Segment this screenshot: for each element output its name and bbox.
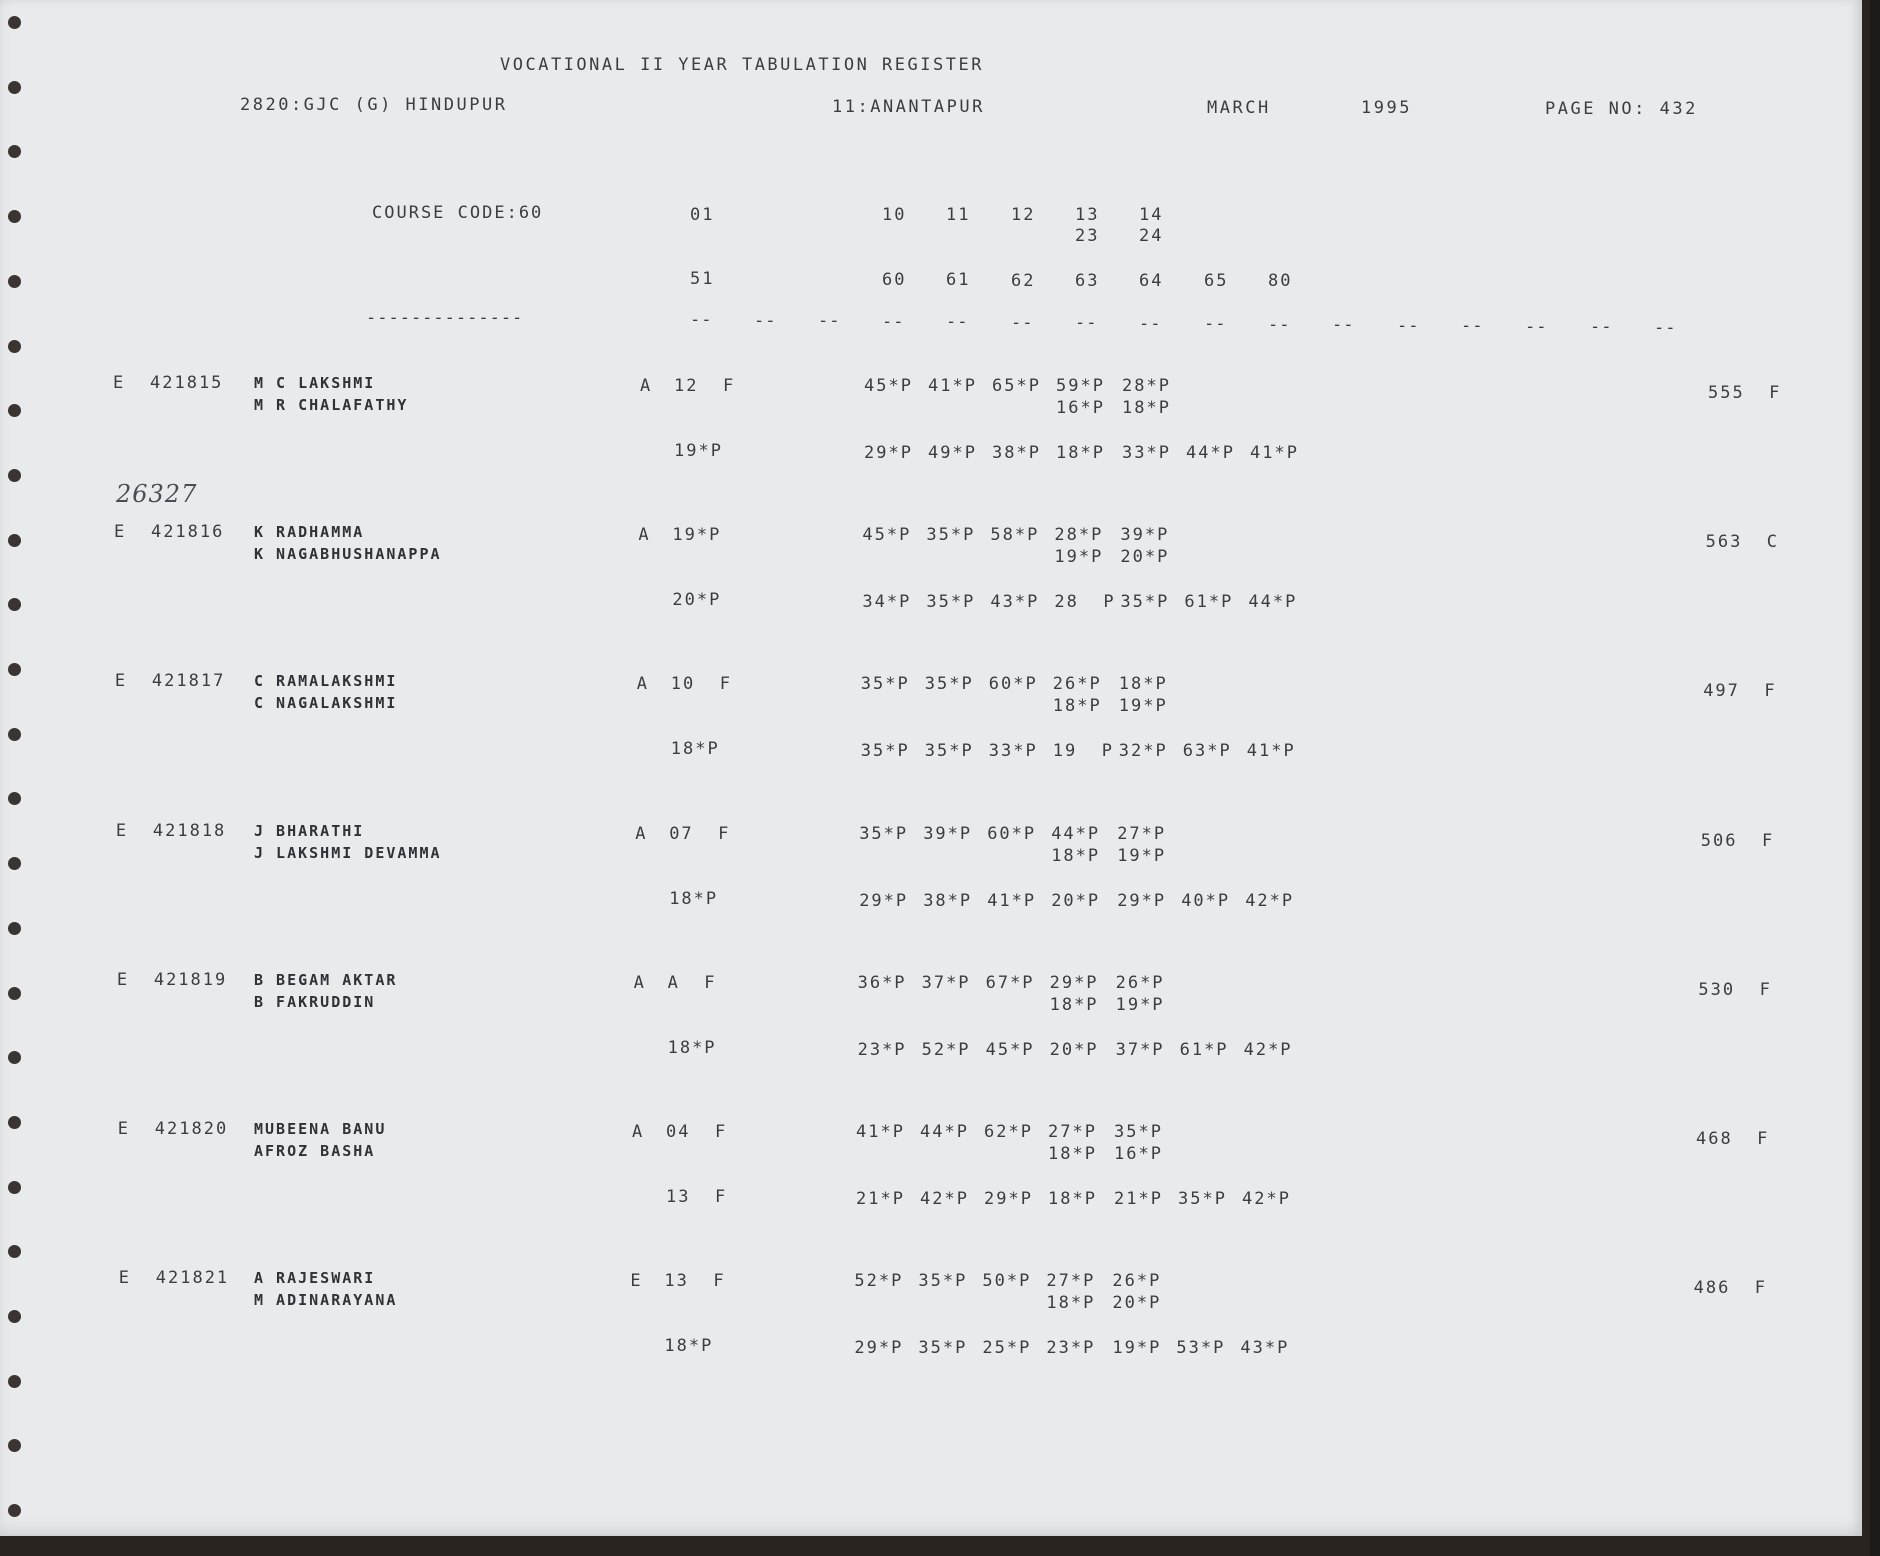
second-year-mark: 53*P [1176,1338,1226,1359]
first-year-mark: 62*P [984,1122,1033,1142]
second-year-mark: 61*P [1179,1039,1229,1060]
column-rule: -- [882,311,905,332]
second-year-mark: 35*P [918,1338,968,1359]
second-year-mark: 42*P [920,1189,969,1209]
parent-name: J LAKSHMI DEVAMMA [254,843,442,862]
column-rule: -- [1011,312,1034,333]
student-name: M C LAKSHMI [254,374,376,392]
subject-51-mark: 18*P [664,1336,714,1357]
practical-mark: 18*P [1049,994,1099,1015]
subject-01-mark: 07 F [669,823,731,844]
practical-mark: 18*P [1122,398,1171,418]
subject-51-mark: 18*P [667,1037,717,1058]
first-year-mark: 41*P [928,376,977,396]
second-year-mark: 33*P [988,741,1038,762]
practical-mark: 20*P [1112,1293,1162,1314]
second-year-mark: 34*P [862,592,912,613]
feed-hole [8,1181,21,1194]
parent-name: K NAGABHUSHANAPPA [254,545,442,564]
second-year-mark: 61*P [1184,592,1234,613]
practical-mark: 18*P [1046,1293,1096,1314]
subject-01-mark: 12 F [674,376,736,396]
practical-mark: 18*P [1052,696,1102,717]
header-rule-long: -------------- [366,308,524,328]
second-year-mark: 32*P [1118,741,1168,762]
first-year-mark: 28*P [1054,525,1104,546]
register-title: VOCATIONAL II YEAR TABULATION REGISTER [500,55,984,75]
exam-code: E [117,1119,131,1139]
first-year-mark: 60*P [987,823,1037,844]
second-year-mark: 38*P [992,443,1041,463]
column-rule: -- [1397,315,1420,336]
subject-51-mark: 13 F [666,1187,728,1207]
first-year-mark: 29*P [1049,972,1099,993]
second-year-mark: 29*P [854,1338,904,1359]
column-rule: -- [754,310,777,331]
practical-mark: 19*P [1115,994,1165,1015]
roll-number: 421817 [151,671,226,692]
second-year-mark: 29*P [1117,890,1167,911]
grand-total: 468 F [1696,1129,1770,1149]
subject-01-mark: 10 F [670,674,732,695]
column-rule: -- [1654,317,1677,338]
col-head-65: 65 [1204,271,1229,291]
second-year-mark: 49*P [928,443,977,463]
parent-name: B FAKRUDDIN [254,992,376,1011]
first-year-mark: 27*P [1117,823,1167,844]
grand-total: 506 F [1700,830,1775,851]
feed-hole [8,534,21,547]
first-year-mark: 65*P [992,376,1041,396]
feed-hole [8,1375,21,1388]
second-year-mark: 63*P [1182,741,1232,762]
first-year-mark: 41*P [856,1122,905,1142]
roll-number: 421820 [154,1119,229,1139]
second-year-mark: 19*P [1112,1338,1162,1359]
first-year-mark: 26*P [1115,972,1165,993]
first-year-mark: 35*P [924,674,974,695]
column-rule: -- [1525,316,1548,337]
second-year-mark: 35*P [860,741,910,762]
column-rule: -- [1461,316,1484,336]
result-flag: A [638,525,651,546]
column-rule: -- [1268,314,1291,335]
parent-name: C NAGALAKSHMI [254,694,398,713]
practical-mark: 18*P [1048,1144,1097,1164]
feed-hole [8,16,21,29]
feed-hole [8,1310,21,1323]
student-name: C RAMALAKSHMI [254,672,398,691]
feed-hole [8,145,21,158]
column-rule: -- [690,310,713,330]
first-year-mark: 35*P [1114,1122,1163,1142]
exam-code: E [113,373,126,393]
second-year-mark: 42*P [1245,890,1295,911]
second-year-mark: 44*P [1248,592,1298,613]
grand-total: 497 F [1703,681,1777,702]
practical-mark: 19*P [1118,696,1168,717]
col-head-10: 10 [882,205,907,225]
student-name: A RAJESWARI [254,1269,376,1288]
roll-number: 421818 [152,820,227,841]
col-head-12: 12 [1011,205,1036,225]
grand-total: 486 F [1693,1278,1768,1299]
grand-total: 530 F [1698,979,1772,1000]
second-year-mark: 45*P [985,1039,1035,1060]
feed-hole [8,81,21,94]
subject-51-mark: 18*P [669,888,719,909]
column-rule: -- [1204,314,1227,334]
roll-number: 421816 [150,522,225,543]
feed-hole [8,728,21,741]
col-head-63: 63 [1075,271,1100,291]
second-year-mark: 18*P [1048,1189,1097,1209]
second-year-mark: 38*P [923,890,973,911]
grand-total: 563 C [1705,532,1780,553]
col-head-11: 11 [946,205,971,225]
second-year-mark: 42*P [1243,1039,1293,1060]
feed-hole [8,1504,21,1517]
first-year-mark: 35*P [860,674,910,695]
handwritten-note: 26327 [116,480,198,508]
second-year-mark: 35*P [1120,592,1170,613]
roll-number: 421815 [150,373,224,393]
first-year-mark: 50*P [982,1271,1032,1292]
second-year-mark: 23*P [857,1039,907,1060]
page-edge [1870,0,1880,1556]
second-year-mark: 29*P [864,443,913,463]
first-year-mark: 18*P [1118,674,1168,695]
col-head-61: 61 [946,270,971,290]
result-flag: A [633,972,646,993]
feed-hole [8,922,21,935]
feed-hole [8,792,21,805]
exam-year: 1995 [1361,98,1412,118]
second-year-mark: 43*P [1240,1338,1290,1359]
exam-code: E [113,522,127,543]
second-year-mark: 28 P [1054,592,1116,613]
course-code: COURSE CODE:60 [372,203,544,223]
column-rule: -- [946,312,969,332]
column-rule: -- [1075,313,1098,333]
parent-name: AFROZ BASHA [254,1142,376,1160]
first-year-mark: 45*P [864,376,913,396]
practical-mark: 16*P [1114,1144,1163,1164]
second-year-mark: 44*P [1186,443,1235,463]
first-year-mark: 26*P [1112,1271,1162,1292]
subject-01-mark: 13 F [664,1271,726,1292]
feed-hole [8,469,21,482]
result-flag: E [630,1271,643,1292]
exam-code: E [114,671,128,692]
student-name: J BHARATHI [254,821,365,840]
exam-code: E [118,1268,131,1289]
second-year-mark: 41*P [987,890,1037,911]
col-head-64: 64 [1139,271,1164,291]
second-year-mark: 41*P [1250,443,1299,463]
result-flag: A [632,1122,645,1142]
first-year-mark: 52*P [854,1271,904,1292]
first-year-mark: 58*P [990,525,1040,546]
first-year-mark: 44*P [920,1122,969,1142]
col-head-62: 62 [1011,271,1036,291]
second-year-mark: 18*P [1056,443,1105,463]
second-year-mark: 52*P [921,1039,971,1060]
second-year-mark: 40*P [1181,890,1231,911]
col-head-01: 01 [690,205,715,225]
roll-number: 421821 [155,1268,230,1289]
first-year-mark: 35*P [859,823,909,844]
feed-hole [8,210,21,223]
col-head-80: 80 [1268,271,1293,291]
second-year-mark: 33*P [1122,443,1171,463]
exam-month: MARCH [1207,98,1271,118]
first-year-mark: 37*P [921,972,971,993]
second-year-mark: 23*P [1046,1338,1096,1359]
result-flag: A [636,674,650,695]
roll-number: 421819 [153,969,228,990]
first-year-mark: 28*P [1122,376,1171,396]
second-year-mark: 35*P [926,592,976,613]
col-head-51: 51 [690,269,715,289]
feed-hole [8,857,21,870]
col-head-60: 60 [882,270,907,290]
first-year-mark: 27*P [1048,1122,1097,1142]
page-number: PAGE NO: 432 [1545,99,1698,119]
first-year-mark: 39*P [1120,525,1170,546]
subject-51-mark: 20*P [672,590,722,611]
practical-mark: 19*P [1054,547,1104,568]
first-year-mark: 36*P [857,972,907,993]
subject-01-mark: A F [667,972,717,993]
col-head-24: 24 [1139,226,1164,246]
second-year-mark: 29*P [984,1189,1033,1209]
second-year-mark: 19 P [1052,741,1114,762]
second-year-mark: 29*P [859,890,909,911]
first-year-mark: 35*P [926,525,976,546]
feed-hole [8,275,21,288]
column-rule: -- [1139,313,1162,334]
subject-51-mark: 18*P [670,739,720,760]
col-head-23: 23 [1075,226,1100,246]
grand-total: 555 F [1708,383,1782,403]
exam-code: E [115,820,129,841]
feed-hole [8,1051,21,1064]
student-name: B BEGAM AKTAR [254,970,398,989]
column-rule: -- [1590,317,1613,337]
first-year-mark: 27*P [1046,1271,1096,1292]
result-flag: A [640,376,653,396]
second-year-mark: 43*P [990,592,1040,613]
column-rule: -- [1332,315,1355,335]
practical-mark: 18*P [1051,845,1101,866]
column-rule: -- [818,311,841,331]
practical-mark: 19*P [1117,845,1167,866]
feed-hole [8,598,21,611]
second-year-mark: 21*P [1114,1189,1163,1209]
first-year-mark: 45*P [862,525,912,546]
feed-hole [8,663,21,676]
first-year-mark: 59*P [1056,376,1105,396]
second-year-mark: 35*P [924,741,974,762]
second-year-mark: 20*P [1049,1039,1099,1060]
college-label: 2820:GJC (G) HINDUPUR [240,95,508,115]
second-year-mark: 35*P [1178,1189,1227,1209]
practical-mark: 16*P [1056,398,1105,418]
feed-hole [8,1245,21,1258]
col-head-14: 14 [1139,205,1164,225]
second-year-mark: 41*P [1246,741,1296,762]
parent-name: M ADINARAYANA [254,1291,398,1310]
first-year-mark: 44*P [1051,823,1101,844]
second-year-mark: 21*P [856,1189,905,1209]
result-flag: A [635,823,648,844]
subject-01-mark: 04 F [666,1122,728,1142]
first-year-mark: 67*P [985,972,1035,993]
student-name: MUBEENA BANU [254,1120,387,1138]
second-year-mark: 37*P [1115,1039,1165,1060]
second-year-mark: 42*P [1242,1189,1291,1209]
feed-hole [8,404,21,417]
district-label: 11:ANANTAPUR [832,97,985,117]
student-name: K RADHAMMA [254,523,365,542]
feed-hole [8,1116,21,1129]
feed-hole [8,340,21,353]
second-year-mark: 25*P [982,1338,1032,1359]
subject-01-mark: 19*P [672,525,722,546]
col-head-13: 13 [1075,205,1100,225]
first-year-mark: 26*P [1052,674,1102,695]
first-year-mark: 60*P [988,674,1038,695]
exam-code: E [116,969,130,990]
practical-mark: 20*P [1120,547,1170,568]
second-year-mark: 20*P [1051,890,1101,911]
first-year-mark: 35*P [918,1271,968,1292]
feed-hole [8,987,21,1000]
subject-51-mark: 19*P [674,441,723,461]
parent-name: M R CHALAFATHY [254,396,409,414]
first-year-mark: 39*P [923,823,973,844]
feed-hole [8,1439,21,1452]
